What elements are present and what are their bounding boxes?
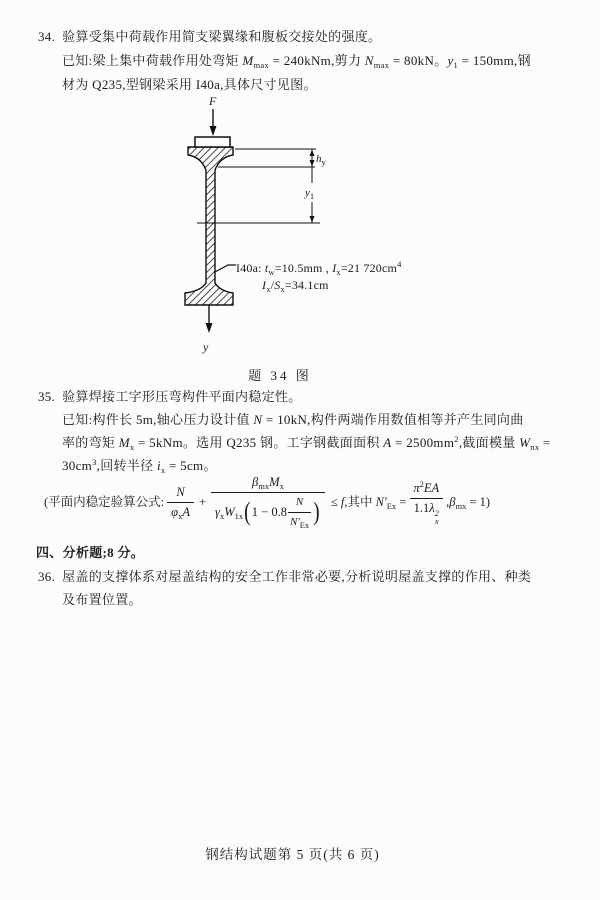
formula-fraction-2: $\beta_{mx}M_x$ $\gamma_xW_{1x}$ ( 1 − 0.8 $\frac{N}{N'_{Ex}}$ ): [211, 474, 325, 531]
question-34-line1: 验算受集中荷载作用简支梁翼缘和腹板交接处的强度。: [62, 29, 382, 44]
question-35-line2: 已知:构件长 5m,轴心压力设计值 N = 10kN,构件两端作用数值相等并产生同向曲: [62, 412, 524, 427]
ibeam-section: [185, 147, 233, 305]
formula-inner-const: 1 − 0.8: [251, 504, 287, 519]
bearing-plate: [195, 137, 230, 147]
question-34-line2: 已知:梁上集中荷载作用处弯矩 $M_{max} = 240kNm$,剪力 $N_{max} = 80kN$。$y_1 = 150mm$,钢: [62, 53, 531, 70]
figure-caption: 题 34 图: [248, 368, 312, 383]
ibeam-annotation-line1: I40a: $t_w=10.5mm$ , $I_x=21$ $720cm^4$: [236, 259, 402, 277]
question-35-number: 35.: [38, 389, 56, 404]
formula-middle: ≤ f,其中 $N'_{Ex}$ =: [330, 494, 407, 511]
question-36-line2: 及布置位置。: [62, 592, 142, 607]
question-36-number: 36.: [38, 569, 56, 584]
big-paren-open: (: [244, 497, 251, 527]
stability-formula: [44, 474, 584, 530]
formula-fraction-3: $\pi^2EA$ 1.1λ 2 x: [409, 480, 443, 525]
question-35-line1: 验算焊接工字形压弯构件平面内稳定性。: [62, 389, 302, 404]
section-4-heading: 四、分析题;8 分。: [36, 545, 145, 560]
big-paren-close: ): [313, 497, 320, 527]
question-36-line1: 屋盖的支撑体系对屋盖结构的安全工作非常必要,分析说明屋盖支撑的作用、种类: [62, 569, 532, 584]
dim-y1-arrow-down: [310, 216, 315, 223]
question-34-title: [38, 28, 381, 45]
question-36-title: [38, 568, 531, 585]
question-34-line3: 材为 Q235,型钢梁采用 I40a,具体尺寸见图。: [62, 77, 317, 92]
page-footer: 钢结构试题第 5 页(共 6 页): [205, 847, 380, 862]
formula-plus-sign: +: [198, 494, 207, 509]
force-label: F: [209, 94, 217, 108]
force-arrowhead: [210, 126, 217, 136]
question-35-title: [38, 388, 302, 405]
dim-y1-label: $y_1$: [305, 187, 315, 201]
formula-open: (平面内稳定验算公式:: [44, 494, 165, 509]
formula-fraction-1: $\frac{N}{\varphi_xA}$: [167, 484, 194, 521]
ibeam-annotation-line2: $I_x/S_x=34.1cm$: [262, 278, 329, 294]
ibeam-figure-drawing: [150, 95, 335, 343]
formula-close: $,\beta_{mx} = 1$): [446, 494, 491, 511]
y-axis-arrowhead: [206, 323, 213, 333]
dim-hy-arrow-up: [310, 150, 315, 157]
dim-hy-arrow-down: [310, 160, 315, 167]
formula-inner-fraction: $\frac{N}{N'_{Ex}}$: [289, 495, 310, 530]
question-35-line3: 率的弯矩 $M_x = 5kNm$。选用 Q235 钢。工字钢截面面积 $A = 2500mm^2$,截面模量 $W_{nx}$ =: [62, 434, 551, 452]
dim-hy-label: $h_y$: [316, 153, 326, 167]
question-34-number: 34.: [38, 29, 56, 44]
y-axis-label: y: [203, 340, 209, 354]
question-35-line4: $30cm^3$,回转半径 $i_x = 5cm$。: [62, 457, 217, 475]
annotation-leader-line: [215, 265, 236, 272]
